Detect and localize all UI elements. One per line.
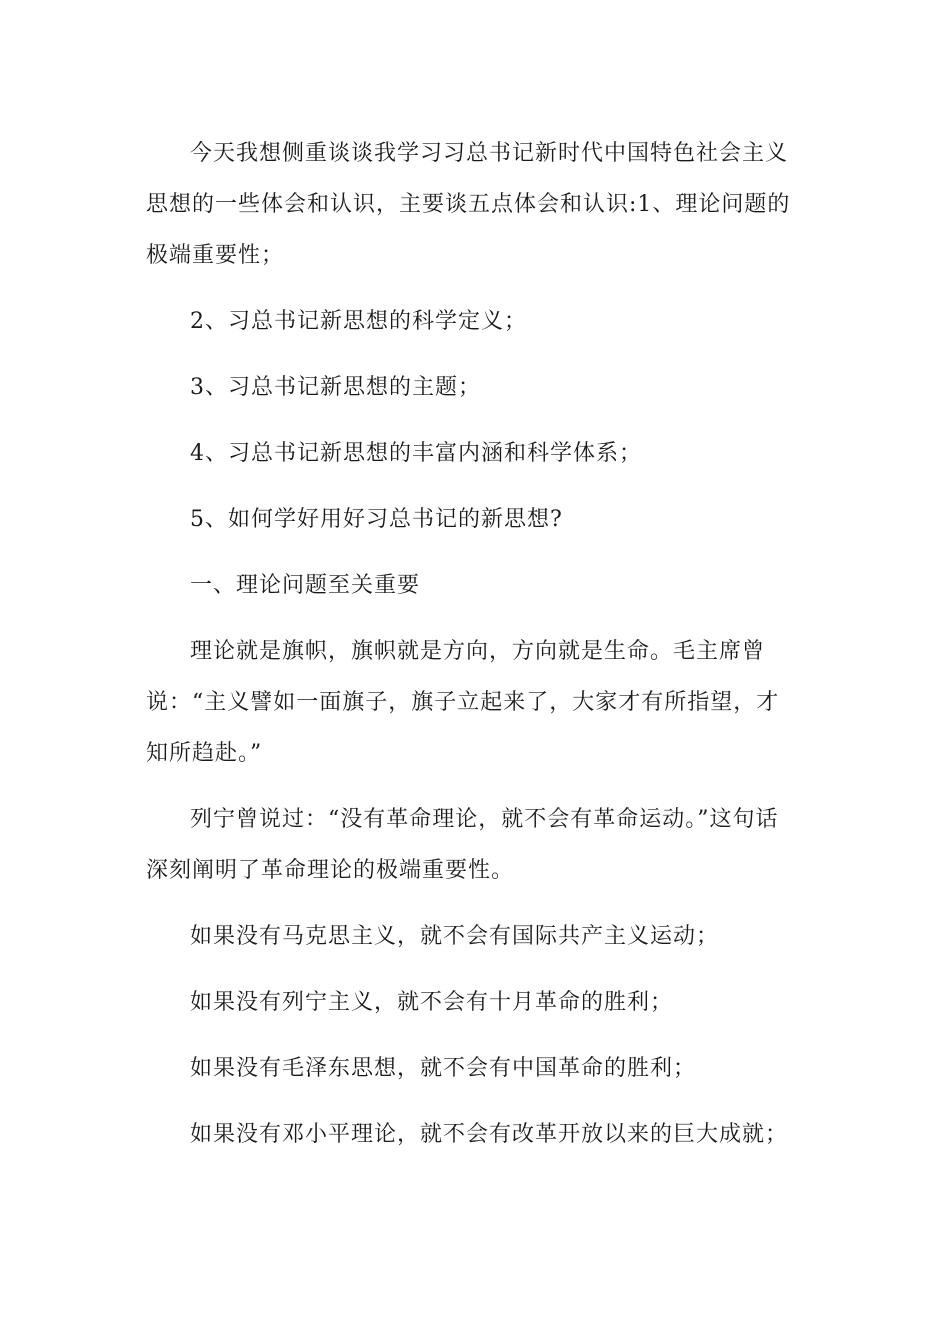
- paragraph-point-4: 4、习总书记新思想的丰富内涵和科学体系；: [190, 441, 642, 466]
- document-body: [146, 128, 798, 1160]
- paragraph-marxism: 如果没有马克思主义，就不会有国际共产主义运动；: [190, 924, 720, 949]
- paragraph-intro: 今天我想侧重谈谈我学习习总书记新时代中国特色社会主义思想的一些体会和认识，主要谈五点体会和认识:1、理论问题的极端重要性；: [146, 141, 791, 268]
- paragraph-point-5: 5、如何学好用好习总书记的新思想?: [190, 507, 563, 532]
- paragraph-lenin-quote: 列宁曾说过：“没有革命理论，就不会有革命运动。”这句话深刻阐明了革命理论的极端重要性。: [146, 807, 779, 883]
- paragraph-point-2: 2、习总书记新思想的科学定义；: [190, 309, 527, 334]
- paragraph-leninism: 如果没有列宁主义，就不会有十月革命的胜利；: [190, 990, 674, 1015]
- paragraph-point-3: 3、习总书记新思想的主题；: [190, 375, 481, 400]
- paragraph-theory-flag: 理论就是旗帜，旗帜就是方向，方向就是生命。毛主席曾说：“主义譬如一面旗子，旗子立起来了，大家才有所指望，才知所趋赴。”: [146, 639, 780, 766]
- paragraph-deng-theory: 如果没有邓小平理论，就不会有改革开放以来的巨大成就；: [190, 1122, 789, 1147]
- section-heading: 一、理论问题至关重要: [190, 573, 421, 598]
- paragraph-mao-thought: 如果没有毛泽东思想，就不会有中国革命的胜利；: [190, 1056, 697, 1081]
